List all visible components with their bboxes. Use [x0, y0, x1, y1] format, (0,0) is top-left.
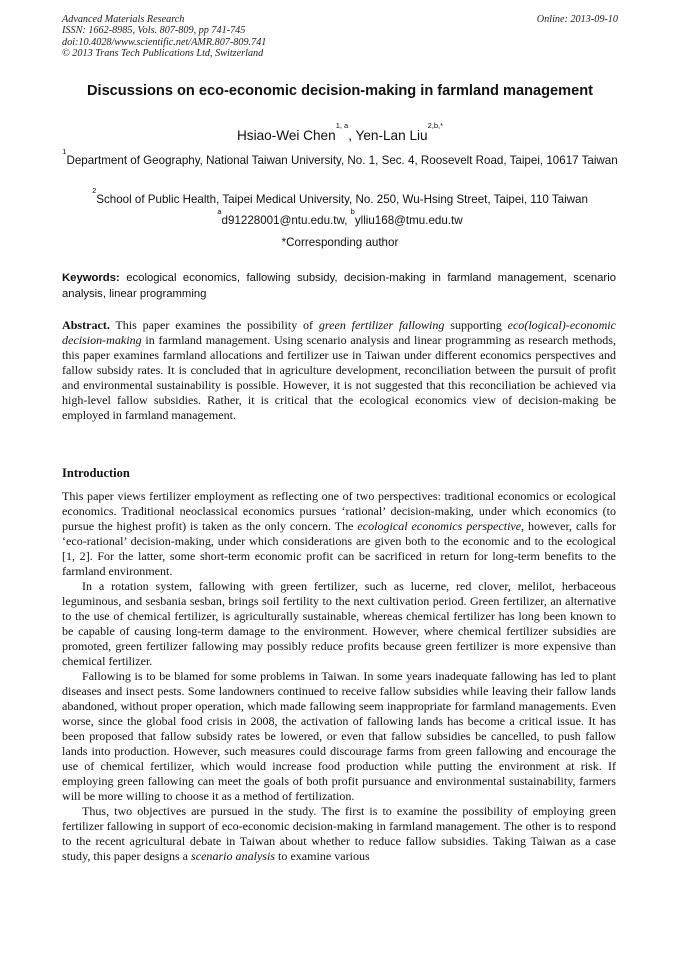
abstract-label: Abstract.	[62, 318, 110, 332]
introduction-heading: Introduction	[62, 466, 130, 480]
intro-paragraph-1	[62, 489, 616, 579]
copyright-line: © 2013 Trans Tech Publications Ltd, Switzerland	[62, 47, 264, 59]
intro-p1-text-a: This paper views fertilizer employment as reflecting one of two perspectives: traditional economics or ecological economics. Traditional neoclassical economics pursues ‘rational’ decision-making, under which economics (to pursue the highest profit) is taken as the only concern. The	[62, 489, 616, 533]
author-2: Yen-Lan Liu	[355, 128, 428, 143]
affiliation-2-sup: 2	[92, 186, 97, 195]
author-line	[62, 121, 618, 145]
author-1: Hsiao-Wei Chen	[236, 128, 336, 143]
keywords-text: ecological economics, fallowing subsidy, decision-making in farmland management, scenario analysis, linear programming	[62, 272, 616, 301]
abstract	[62, 318, 616, 423]
author-1-sup: 1, a	[335, 121, 349, 130]
affiliation-1	[62, 147, 618, 170]
email-line	[62, 207, 618, 230]
intro-p1-text-b: , however, calls for ‘eco-rational’ decision-making, under which considerations are given both to the economic and to the ecological [1, 2]. For the latter, some short-term economic profit can be sacrificed in return for long-term benefits to the farmland environment.	[62, 519, 616, 578]
introduction-body	[62, 489, 616, 864]
abstract-text-3: in farmland management. Using scenario analysis and linear programming as research methods, this paper examines farmland allocations and fertilizer use in Taiwan under different economics perspectives and fallow subsidy rates. It is concluded that in agriculture development, reconciliation between the pursuit of profit and environmental sustainability is possible. However, it is not suggested that this reconciliation be achieved via high-level fallow subsidies. Rather, it is critical that the ecological economics view of decision-making be employed in farmland management.	[62, 333, 616, 422]
intro-p4-italic: scenario analysis	[191, 849, 276, 863]
email-a: d91228001@ntu.edu.tw,	[221, 214, 351, 227]
issn-line: ISSN: 1662-8985, Vols. 807-809, pp 741-745	[62, 25, 246, 37]
abstract-italic-1: green fertilizer fallowing	[318, 318, 445, 332]
intro-paragraph-2: In a rotation system, fallowing with green fertilizer, such as lucerne, red clover, melilot, herbaceous leguminous, and sesbania sesban, brings soil fertility to the next cultivation period. Green fertilizer, an alternative to the use of chemical fertilizer, is agriculturally sustainable, whereas chemical fertilizer has long been known to be capable of causing long-term damage to the environment. However, where chemical fertilizer subsidies are promoted, green fertilizer fallowing may possibly reduce profits because green fertilizer is more expensive than chemical fertilizer.	[62, 579, 616, 668]
author-2-sup: 2,b,*	[427, 121, 444, 130]
affiliation-1-text: Department of Geography, National Taiwan University, No. 1, Sec. 4, Roosevelt Road, Taipei, 10617 Taiwan	[66, 154, 618, 167]
journal-name: Advanced Materials Research	[62, 14, 185, 25]
affiliation-1-sup: 1	[62, 147, 67, 156]
intro-p4-text-a: Thus, two objectives are pursued in the study. The first is to examine the possibility of employing green fertilizer fallowing in support of eco-economic decision-making in farmland management. The other is to respond to the recent agricultural debate in Taiwan about whether to reduce fallow subsidies. Taking Taiwan as a case study, this paper designs a	[62, 804, 616, 863]
corresponding-author-note: *Corresponding author	[281, 236, 399, 249]
intro-paragraph-3: Fallowing is to be blamed for some problems in Taiwan. In some years inadequate fallowing has led to plant diseases and insect pests. Some landowners continued to receive fallow subsidies while leaving their fallow lands abandoned, without proper operation, which made fallowing seem inappropriate for farmland managements. Even worse, since the global food crisis in 2008, the activation of fallowing lands has become a critical issue. It has been proposed that fallow subsidy rates be lowered, or even that fallow subsidies be cancelled, to push fallow lands into production. However, such measures could discourage farms from green fallowing and encourage the use of chemical fertilizer, which would increase food production while putting the environment at risk. If employing green fallowing can meet the goals of both profit pursuance and environmental sustainability, farmers will be more willing to choose it as a method of fertilization.	[62, 669, 616, 803]
email-b-sup: b	[350, 207, 355, 216]
keywords	[62, 270, 616, 303]
email-a-sup: a	[217, 207, 222, 216]
abstract-text-2: supporting	[444, 318, 508, 332]
abstract-italic-2: eco(logical)-economic decision-making	[62, 318, 616, 347]
email-b: ylliu168@tmu.edu.tw	[354, 214, 463, 227]
online-date: Online: 2013-09-10	[536, 14, 618, 25]
paper-title: Discussions on eco-economic decision-making in farmland management	[86, 83, 594, 99]
keywords-label: Keywords:	[62, 272, 120, 284]
journal-header	[62, 14, 618, 59]
intro-paragraph-4	[62, 804, 616, 864]
affiliation-2	[62, 186, 618, 209]
intro-p4-text-b: to examine various	[275, 849, 370, 863]
doi-line: doi:10.4028/www.scientific.net/AMR.807-809.741	[62, 36, 267, 48]
affiliation-2-text: School of Public Health, Taipei Medical University, No. 250, Wu-Hsing Street, Taipei, 110 Taiwan	[96, 193, 588, 206]
author-separator: ,	[348, 128, 356, 143]
abstract-text-1: This paper examines the possibility of	[109, 318, 319, 332]
intro-p1-italic: ecological economics perspective	[357, 519, 522, 533]
